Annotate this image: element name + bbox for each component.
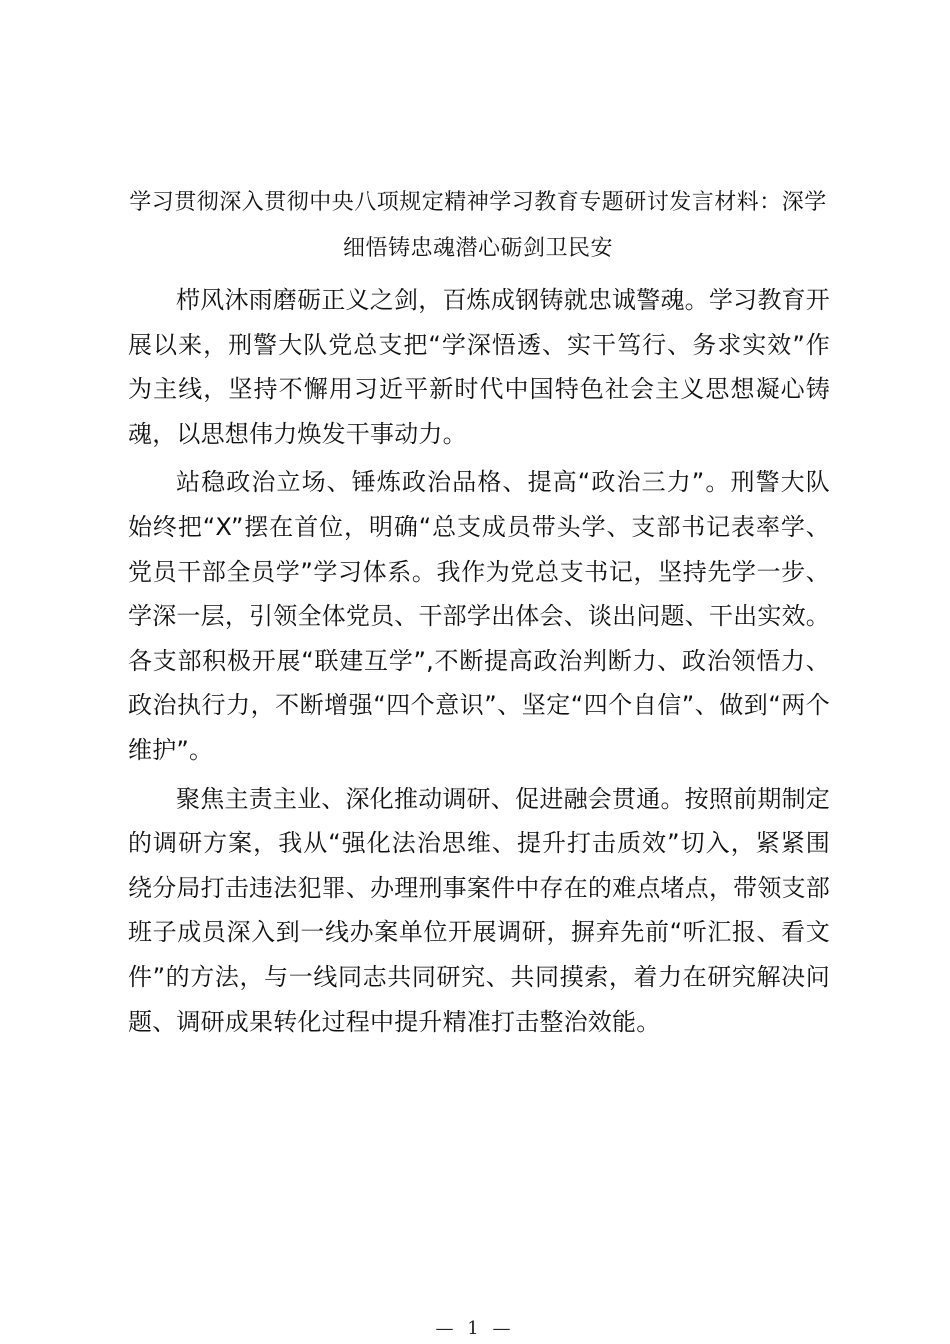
paragraph-3: 聚焦主责主业、深化推动调研、促进融会贯通。按照前期制定的调研方案，我从“强化法治思维、提升打击质效”切入，紧紧围绕分局打击违法犯罪、办理刑事案件中存在的难点堵点，带领支部班子成员深入到一线办案单位开展调研，摒弃先前“听汇报、看文件”的方法，与一线同志共同研究、共同摸索，着力在研究解决问题、调研成果转化过程中提升精准打击整治效能。 [128,784,830,1036]
paragraph-2: 站稳政治立场、锤炼政治品格、提高“政治三力”。刑警大队始终把“X”摆在首位，明确“总支成员带头学、支部书记表率学、党员干部全员学”学习体系。我作为党总支书记，坚持先学一步、学深一层，引领全体党员、干部学出体会、谈出问题、干出实效。各支部积极开展“联建互学”,不断提高政治判断力、政治领悟力、政治执行力，不断增强“四个意识”、坚定“四个自信”、做到“两个维护”。 [128,468,830,764]
document-title: 学习贯彻深入贯彻中央八项规定精神学习教育专题研讨发言材料：深学细悟铸忠魂潜心砺剑卫民安 [129,190,827,261]
page-number: — 1 — [435,1318,515,1339]
document-body [128,278,830,1048]
paragraph-1: 栉风沐雨磨砺正义之剑，百炼成钢铸就忠诚警魂。学习教育开展以来，刑警大队党总支把“学深悟透、实干笃行、务求实效”作为主线，坚持不懈用习近平新时代中国特色社会主义思想凝心铸魂，以思想伟力焕发干事动力。 [128,286,830,448]
